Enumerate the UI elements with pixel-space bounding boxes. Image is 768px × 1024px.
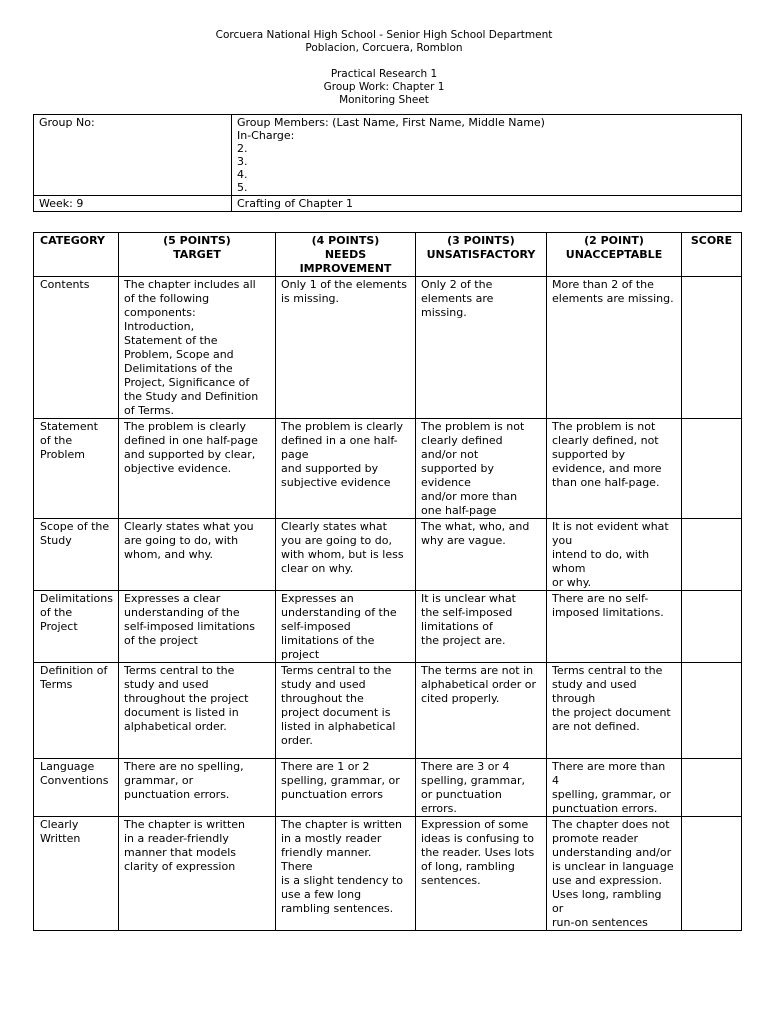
cell-text-line: the Study and Definition bbox=[124, 390, 259, 403]
cell-text-line: of the bbox=[40, 606, 73, 619]
score-cell[interactable] bbox=[682, 519, 742, 591]
header-2-points bbox=[547, 233, 682, 277]
cell-text-line: 4 bbox=[552, 774, 559, 787]
cell-text-line: are going to do, with bbox=[124, 534, 239, 547]
cell-text-line: IMPROVEMENT bbox=[299, 262, 392, 275]
header-score bbox=[682, 233, 742, 277]
cell-text-line: Conventions bbox=[40, 774, 109, 787]
rubric-row bbox=[34, 519, 742, 591]
cell-text-line: and supported by clear, bbox=[124, 448, 256, 461]
cell-text-line: Delimitations of the bbox=[124, 362, 233, 375]
category-cell bbox=[34, 663, 119, 759]
cell-text-line: self-imposed bbox=[281, 620, 351, 633]
task-cell bbox=[232, 196, 742, 212]
member-3: 3. bbox=[237, 155, 248, 168]
cell-text-line: whom, and why. bbox=[124, 548, 214, 561]
cell-text-line: throughout the bbox=[281, 692, 364, 705]
cell-text-line: Clearly states what bbox=[281, 520, 387, 533]
category-cell bbox=[34, 277, 119, 419]
cell-text-line: of long, rambling bbox=[421, 860, 515, 873]
cell-text-line: Delimitations bbox=[40, 592, 113, 605]
cell-text-line: (4 POINTS) bbox=[311, 234, 380, 247]
cell-text-line: clarity of expression bbox=[124, 860, 236, 873]
cell-text-line: ideas is confusing to bbox=[421, 832, 534, 845]
cell-text-line: defined in one half-page bbox=[124, 434, 258, 447]
cell-text-line: Terms central to the bbox=[552, 664, 663, 677]
school-name: Corcuera National High School - Senior High School Department bbox=[215, 29, 553, 41]
cell-text-line: The chapter is written bbox=[281, 818, 403, 831]
target-cell bbox=[119, 591, 276, 663]
cell-text-line: Expresses a clear bbox=[124, 592, 221, 605]
needs-improvement-cell bbox=[276, 519, 416, 591]
cell-text-line: missing. bbox=[421, 306, 467, 319]
cell-text-line: Project bbox=[40, 620, 78, 633]
cell-text-line: you are going to do, bbox=[281, 534, 392, 547]
cell-text-line: understanding of the bbox=[281, 606, 397, 619]
task-label: Crafting of Chapter 1 bbox=[237, 197, 354, 210]
cell-text-line: or punctuation bbox=[421, 788, 502, 801]
cell-text-line: The chapter does not bbox=[552, 818, 670, 831]
cell-text-line: There are more than bbox=[552, 760, 666, 773]
cell-text-line: page bbox=[281, 448, 309, 461]
cell-text-line: study and used bbox=[281, 678, 366, 691]
cell-text-line: use a few long bbox=[281, 888, 362, 901]
score-cell[interactable] bbox=[682, 419, 742, 519]
cell-text-line: Definition of bbox=[40, 664, 108, 677]
cell-text-line: sentences. bbox=[421, 874, 481, 887]
cell-text-line: There are 3 or 4 bbox=[421, 760, 510, 773]
cell-text-line: Clearly states what you bbox=[124, 520, 254, 533]
rubric-row bbox=[34, 663, 742, 759]
cell-text-line: SCORE bbox=[690, 234, 733, 247]
target-cell bbox=[119, 519, 276, 591]
rubric-table bbox=[33, 232, 742, 931]
category-cell bbox=[34, 591, 119, 663]
cell-text-line: one half-page bbox=[421, 504, 497, 517]
group-no-label: Group No: bbox=[39, 116, 95, 129]
cell-text-line: The problem is not bbox=[552, 420, 656, 433]
cell-text-line: or bbox=[552, 902, 564, 915]
cell-text-line: There are 1 or 2 bbox=[281, 760, 370, 773]
member-in-charge: In-Charge: bbox=[237, 129, 295, 142]
cell-text-line: spelling, grammar, or bbox=[281, 774, 400, 787]
cell-text-line: Problem bbox=[40, 448, 85, 461]
score-cell[interactable] bbox=[682, 277, 742, 419]
cell-text-line: the project document bbox=[552, 706, 671, 719]
score-cell[interactable] bbox=[682, 759, 742, 817]
needs-improvement-cell bbox=[276, 277, 416, 419]
cell-text-line: with whom, but is less bbox=[281, 548, 404, 561]
cell-text-line: NEEDS bbox=[324, 248, 367, 261]
unacceptable-cell bbox=[547, 817, 682, 931]
group-members-cell[interactable] bbox=[232, 115, 742, 196]
target-cell bbox=[119, 759, 276, 817]
cell-text-line: There bbox=[281, 860, 313, 873]
cell-text-line: and/or more than bbox=[421, 490, 518, 503]
cell-text-line: imposed limitations. bbox=[552, 606, 664, 619]
cell-text-line: of Terms. bbox=[124, 404, 174, 417]
category-cell bbox=[34, 817, 119, 931]
cell-text-line: and/or not bbox=[421, 448, 479, 461]
header-3-points bbox=[416, 233, 547, 277]
cell-text-line: subjective evidence bbox=[281, 476, 391, 489]
cell-text-line: Contents bbox=[40, 278, 90, 291]
cell-text-line: evidence, and more bbox=[552, 462, 662, 475]
cell-text-line: Statement of the bbox=[124, 334, 218, 347]
rubric-header-row bbox=[34, 233, 742, 277]
cell-text-line: run-on sentences bbox=[552, 916, 648, 929]
unacceptable-cell bbox=[547, 419, 682, 519]
cell-text-line: grammar, or bbox=[124, 774, 194, 787]
score-cell[interactable] bbox=[682, 591, 742, 663]
subject-title: Practical Research 1 bbox=[330, 68, 438, 80]
cell-text-line: Only 1 of the elements bbox=[281, 278, 407, 291]
cell-text-line: The problem is not bbox=[421, 420, 525, 433]
unacceptable-cell bbox=[547, 663, 682, 759]
unsatisfactory-cell bbox=[416, 277, 547, 419]
cell-text-line: use and expression. bbox=[552, 874, 662, 887]
category-cell bbox=[34, 419, 119, 519]
cell-text-line: are not defined. bbox=[552, 720, 640, 733]
unacceptable-cell bbox=[547, 759, 682, 817]
cell-text-line: understanding and/or bbox=[552, 846, 672, 859]
cell-text-line: Study bbox=[40, 534, 72, 547]
cell-text-line: document is listed in bbox=[124, 706, 239, 719]
cell-text-line: Terms central to the bbox=[281, 664, 392, 677]
cell-text-line: is a slight tendency to bbox=[281, 874, 403, 887]
cell-text-line: through bbox=[552, 692, 596, 705]
cell-text-line: cited properly. bbox=[421, 692, 500, 705]
week-cell bbox=[34, 196, 232, 212]
cell-text-line: you bbox=[552, 534, 573, 547]
cell-text-line: Statement bbox=[40, 420, 98, 433]
cell-text-line: alphabetical order. bbox=[124, 720, 227, 733]
cell-text-line: the self-imposed bbox=[421, 606, 513, 619]
cell-text-line: The problem is clearly bbox=[124, 420, 246, 433]
cell-text-line: (2 POINT) bbox=[584, 234, 644, 247]
cell-text-line: clearly defined, not bbox=[552, 434, 659, 447]
unsatisfactory-cell bbox=[416, 519, 547, 591]
needs-improvement-cell bbox=[276, 591, 416, 663]
cell-text-line: friendly manner. bbox=[281, 846, 372, 859]
cell-text-line: CATEGORY bbox=[40, 234, 105, 247]
rubric-row bbox=[34, 277, 742, 419]
cell-text-line: Only 2 of the bbox=[421, 278, 493, 291]
cell-text-line: The problem is clearly bbox=[281, 420, 403, 433]
cell-text-line: (5 POINTS) bbox=[163, 234, 231, 247]
cell-text-line: of the following bbox=[124, 292, 210, 305]
cell-text-line: than one half-page. bbox=[552, 476, 660, 489]
cell-text-line: The terms are not in bbox=[421, 664, 534, 677]
cell-text-line: project document is bbox=[281, 706, 391, 719]
cell-text-line: TARGET bbox=[173, 248, 221, 261]
cell-text-line: in a mostly reader bbox=[281, 832, 382, 845]
cell-text-line: There are no self- bbox=[552, 592, 649, 605]
cell-text-line: rambling sentences. bbox=[281, 902, 394, 915]
unsatisfactory-cell bbox=[416, 817, 547, 931]
cell-text-line: The chapter includes all bbox=[124, 278, 256, 291]
sheet-title: Monitoring Sheet bbox=[339, 94, 429, 106]
cell-text-line: self-imposed limitations bbox=[124, 620, 255, 633]
cell-text-line: Language bbox=[40, 760, 95, 773]
document-header bbox=[0, 29, 768, 107]
cell-text-line: errors. bbox=[421, 802, 457, 815]
cell-text-line: is unclear in language bbox=[552, 860, 674, 873]
cell-text-line: evidence bbox=[421, 476, 471, 489]
cell-text-line: spelling, grammar, or bbox=[552, 788, 671, 801]
unsatisfactory-cell bbox=[416, 419, 547, 519]
cell-text-line: of the bbox=[40, 434, 73, 447]
cell-text-line: punctuation errors bbox=[281, 788, 383, 801]
cell-text-line: (3 POINTS) bbox=[447, 234, 515, 247]
needs-improvement-cell bbox=[276, 759, 416, 817]
score-cell[interactable] bbox=[682, 663, 742, 759]
header-4-points bbox=[276, 233, 416, 277]
cell-text-line: Terms central to the bbox=[124, 664, 235, 677]
cell-text-line: The what, who, and bbox=[421, 520, 530, 533]
cell-text-line: limitations of bbox=[421, 620, 493, 633]
cell-text-line: and supported by bbox=[281, 462, 379, 475]
header-category bbox=[34, 233, 119, 277]
cell-text-line: It is not evident what bbox=[552, 520, 669, 533]
cell-text-line: Problem, Scope and bbox=[124, 348, 234, 361]
cell-text-line: punctuation errors. bbox=[552, 802, 658, 815]
cell-text-line: Terms bbox=[40, 678, 73, 691]
school-address: Poblacion, Corcuera, Romblon bbox=[305, 42, 463, 54]
cell-text-line: Expresses an bbox=[281, 592, 354, 605]
cell-text-line: defined in a one half- bbox=[281, 434, 398, 447]
group-members-label: Group Members: (Last Name, First Name, Middle Name) bbox=[237, 116, 545, 129]
cell-text-line: intend to do, with bbox=[552, 548, 650, 561]
activity-title: Group Work: Chapter 1 bbox=[323, 81, 445, 93]
header-5-points bbox=[119, 233, 276, 277]
cell-text-line: Clearly bbox=[40, 818, 79, 831]
cell-text-line: Expression of some bbox=[421, 818, 529, 831]
cell-text-line: of the project bbox=[124, 634, 198, 647]
cell-text-line: manner that models bbox=[124, 846, 237, 859]
unacceptable-cell bbox=[547, 277, 682, 419]
cell-text-line: spelling, grammar, bbox=[421, 774, 526, 787]
rubric-row bbox=[34, 419, 742, 519]
rubric-row bbox=[34, 591, 742, 663]
unsatisfactory-cell bbox=[416, 759, 547, 817]
cell-text-line: elements are bbox=[421, 292, 494, 305]
cell-text-line: Introduction, bbox=[124, 320, 195, 333]
cell-text-line: There are no spelling, bbox=[124, 760, 244, 773]
cell-text-line: study and used bbox=[552, 678, 637, 691]
target-cell bbox=[119, 419, 276, 519]
category-cell bbox=[34, 519, 119, 591]
target-cell bbox=[119, 663, 276, 759]
cell-text-line: clearly defined bbox=[421, 434, 503, 447]
cell-text-line: or why. bbox=[552, 576, 592, 589]
cell-text-line: Scope of the bbox=[40, 520, 110, 533]
cell-text-line: UNACCEPTABLE bbox=[565, 248, 663, 261]
needs-improvement-cell bbox=[276, 419, 416, 519]
cell-text-line: It is unclear what bbox=[421, 592, 516, 605]
cell-text-line: alphabetical order or bbox=[421, 678, 537, 691]
cell-text-line: why are vague. bbox=[421, 534, 506, 547]
cell-text-line: The chapter is written bbox=[124, 818, 246, 831]
unsatisfactory-cell bbox=[416, 663, 547, 759]
cell-text-line: whom bbox=[552, 562, 586, 575]
cell-text-line: supported by bbox=[421, 462, 494, 475]
needs-improvement-cell bbox=[276, 817, 416, 931]
cell-text-line: supported by bbox=[552, 448, 625, 461]
cell-text-line: study and used bbox=[124, 678, 209, 691]
unsatisfactory-cell bbox=[416, 591, 547, 663]
cell-text-line: is missing. bbox=[281, 292, 340, 305]
member-2: 2. bbox=[237, 142, 248, 155]
unacceptable-cell bbox=[547, 591, 682, 663]
cell-text-line: limitations of the bbox=[281, 634, 375, 647]
cell-text-line: objective evidence. bbox=[124, 462, 232, 475]
cell-text-line: listed in alphabetical bbox=[281, 720, 396, 733]
cell-text-line: Project, Significance of bbox=[124, 376, 250, 389]
category-cell bbox=[34, 759, 119, 817]
cell-text-line: the project are. bbox=[421, 634, 506, 647]
cell-text-line: components: bbox=[124, 306, 196, 319]
group-info-table bbox=[33, 114, 742, 212]
cell-text-line: Uses long, rambling bbox=[552, 888, 662, 901]
cell-text-line: Written bbox=[40, 832, 81, 845]
target-cell bbox=[119, 817, 276, 931]
cell-text-line: promote reader bbox=[552, 832, 639, 845]
score-cell[interactable] bbox=[682, 817, 742, 931]
target-cell bbox=[119, 277, 276, 419]
week-label: Week: 9 bbox=[39, 197, 84, 210]
unacceptable-cell bbox=[547, 519, 682, 591]
cell-text-line: in a reader-friendly bbox=[124, 832, 229, 845]
cell-text-line: project bbox=[281, 648, 320, 661]
needs-improvement-cell bbox=[276, 663, 416, 759]
cell-text-line: clear on why. bbox=[281, 562, 354, 575]
cell-text-line: UNSATISFACTORY bbox=[426, 248, 536, 261]
cell-text-line: More than 2 of the bbox=[552, 278, 654, 291]
cell-text-line: the reader. Uses lots bbox=[421, 846, 535, 859]
rubric-row bbox=[34, 817, 742, 931]
member-4: 4. bbox=[237, 168, 248, 181]
cell-text-line: throughout the project bbox=[124, 692, 249, 705]
group-no-cell[interactable] bbox=[34, 115, 232, 196]
cell-text-line: punctuation errors. bbox=[124, 788, 230, 801]
rubric-row bbox=[34, 759, 742, 817]
member-5: 5. bbox=[237, 181, 248, 194]
cell-text-line: elements are missing. bbox=[552, 292, 674, 305]
cell-text-line: order. bbox=[281, 734, 313, 747]
cell-text-line: understanding of the bbox=[124, 606, 240, 619]
